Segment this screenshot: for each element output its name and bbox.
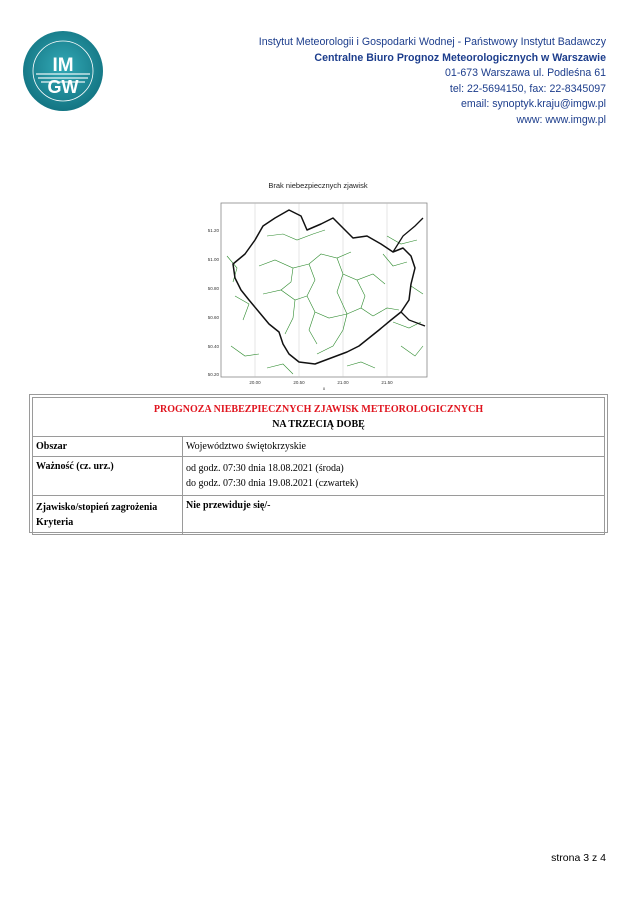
phone-fax: tel: 22-5694150, fax: 22-8345097	[449, 82, 606, 95]
phenomenon-label-cell	[33, 496, 183, 535]
svg-text:IM: IM	[52, 55, 74, 76]
map-title: Brak niebezpiecznych zjawisk	[268, 181, 368, 190]
validity-value	[183, 457, 605, 496]
y-tick-label: 50.80	[207, 286, 219, 291]
phenomenon-label: Zjawisko/stopień zagrożenia	[36, 502, 158, 513]
institution-header	[259, 35, 606, 129]
x-axis-mark: x	[322, 386, 326, 391]
validity-to: do godz. 07:30 dnia 19.08.2021 (czwartek)	[186, 478, 359, 489]
imgw-logo	[22, 30, 104, 112]
phenomenon-value: Nie przewiduje się/-	[183, 496, 605, 535]
y-tick-label: 50.60	[207, 315, 219, 320]
validity-label: Ważność (cz. urz.)	[33, 457, 183, 496]
x-tick-label: 21.50	[381, 380, 393, 385]
forecast-heading-cell	[33, 398, 605, 437]
criteria-label: Kryteria	[36, 517, 74, 528]
area-label: Obszar	[33, 437, 183, 457]
y-tick-label: 51.20	[207, 228, 219, 233]
website: www: www.imgw.pl	[516, 113, 606, 126]
x-tick-label: 20.00	[249, 380, 261, 385]
office-name: Centralne Biuro Prognoz Meteorologicznych w Warszawie	[314, 51, 606, 64]
address: 01-673 Warszawa ul. Podleśna 61	[445, 67, 606, 80]
region-map	[197, 196, 437, 392]
validity-from: od godz. 07:30 dnia 18.08.2021 (środa)	[186, 463, 344, 474]
svg-text:GW: GW	[47, 77, 79, 97]
y-tick-label: 50.40	[207, 344, 219, 349]
area-value: Województwo świętokrzyskie	[183, 437, 605, 457]
y-tick-label: 50.20	[207, 372, 219, 377]
y-tick-label: 51.00	[207, 257, 219, 262]
page-number: strona 3 z 4	[551, 852, 606, 864]
forecast-subheading: NA TRZECIĄ DOBĘ	[272, 419, 365, 430]
x-tick-label: 21.00	[337, 380, 349, 385]
institute-name: Instytut Meteorologii i Gospodarki Wodnej - Państwowy Instytut Badawczy	[258, 36, 606, 48]
forecast-heading: PROGNOZA NIEBEZPIECZNYCH ZJAWISK METEOROLOGICZNYCH	[153, 404, 484, 415]
email: email: synoptyk.kraju@imgw.pl	[461, 98, 606, 111]
forecast-table	[32, 397, 605, 535]
x-tick-label: 20.50	[293, 380, 305, 385]
